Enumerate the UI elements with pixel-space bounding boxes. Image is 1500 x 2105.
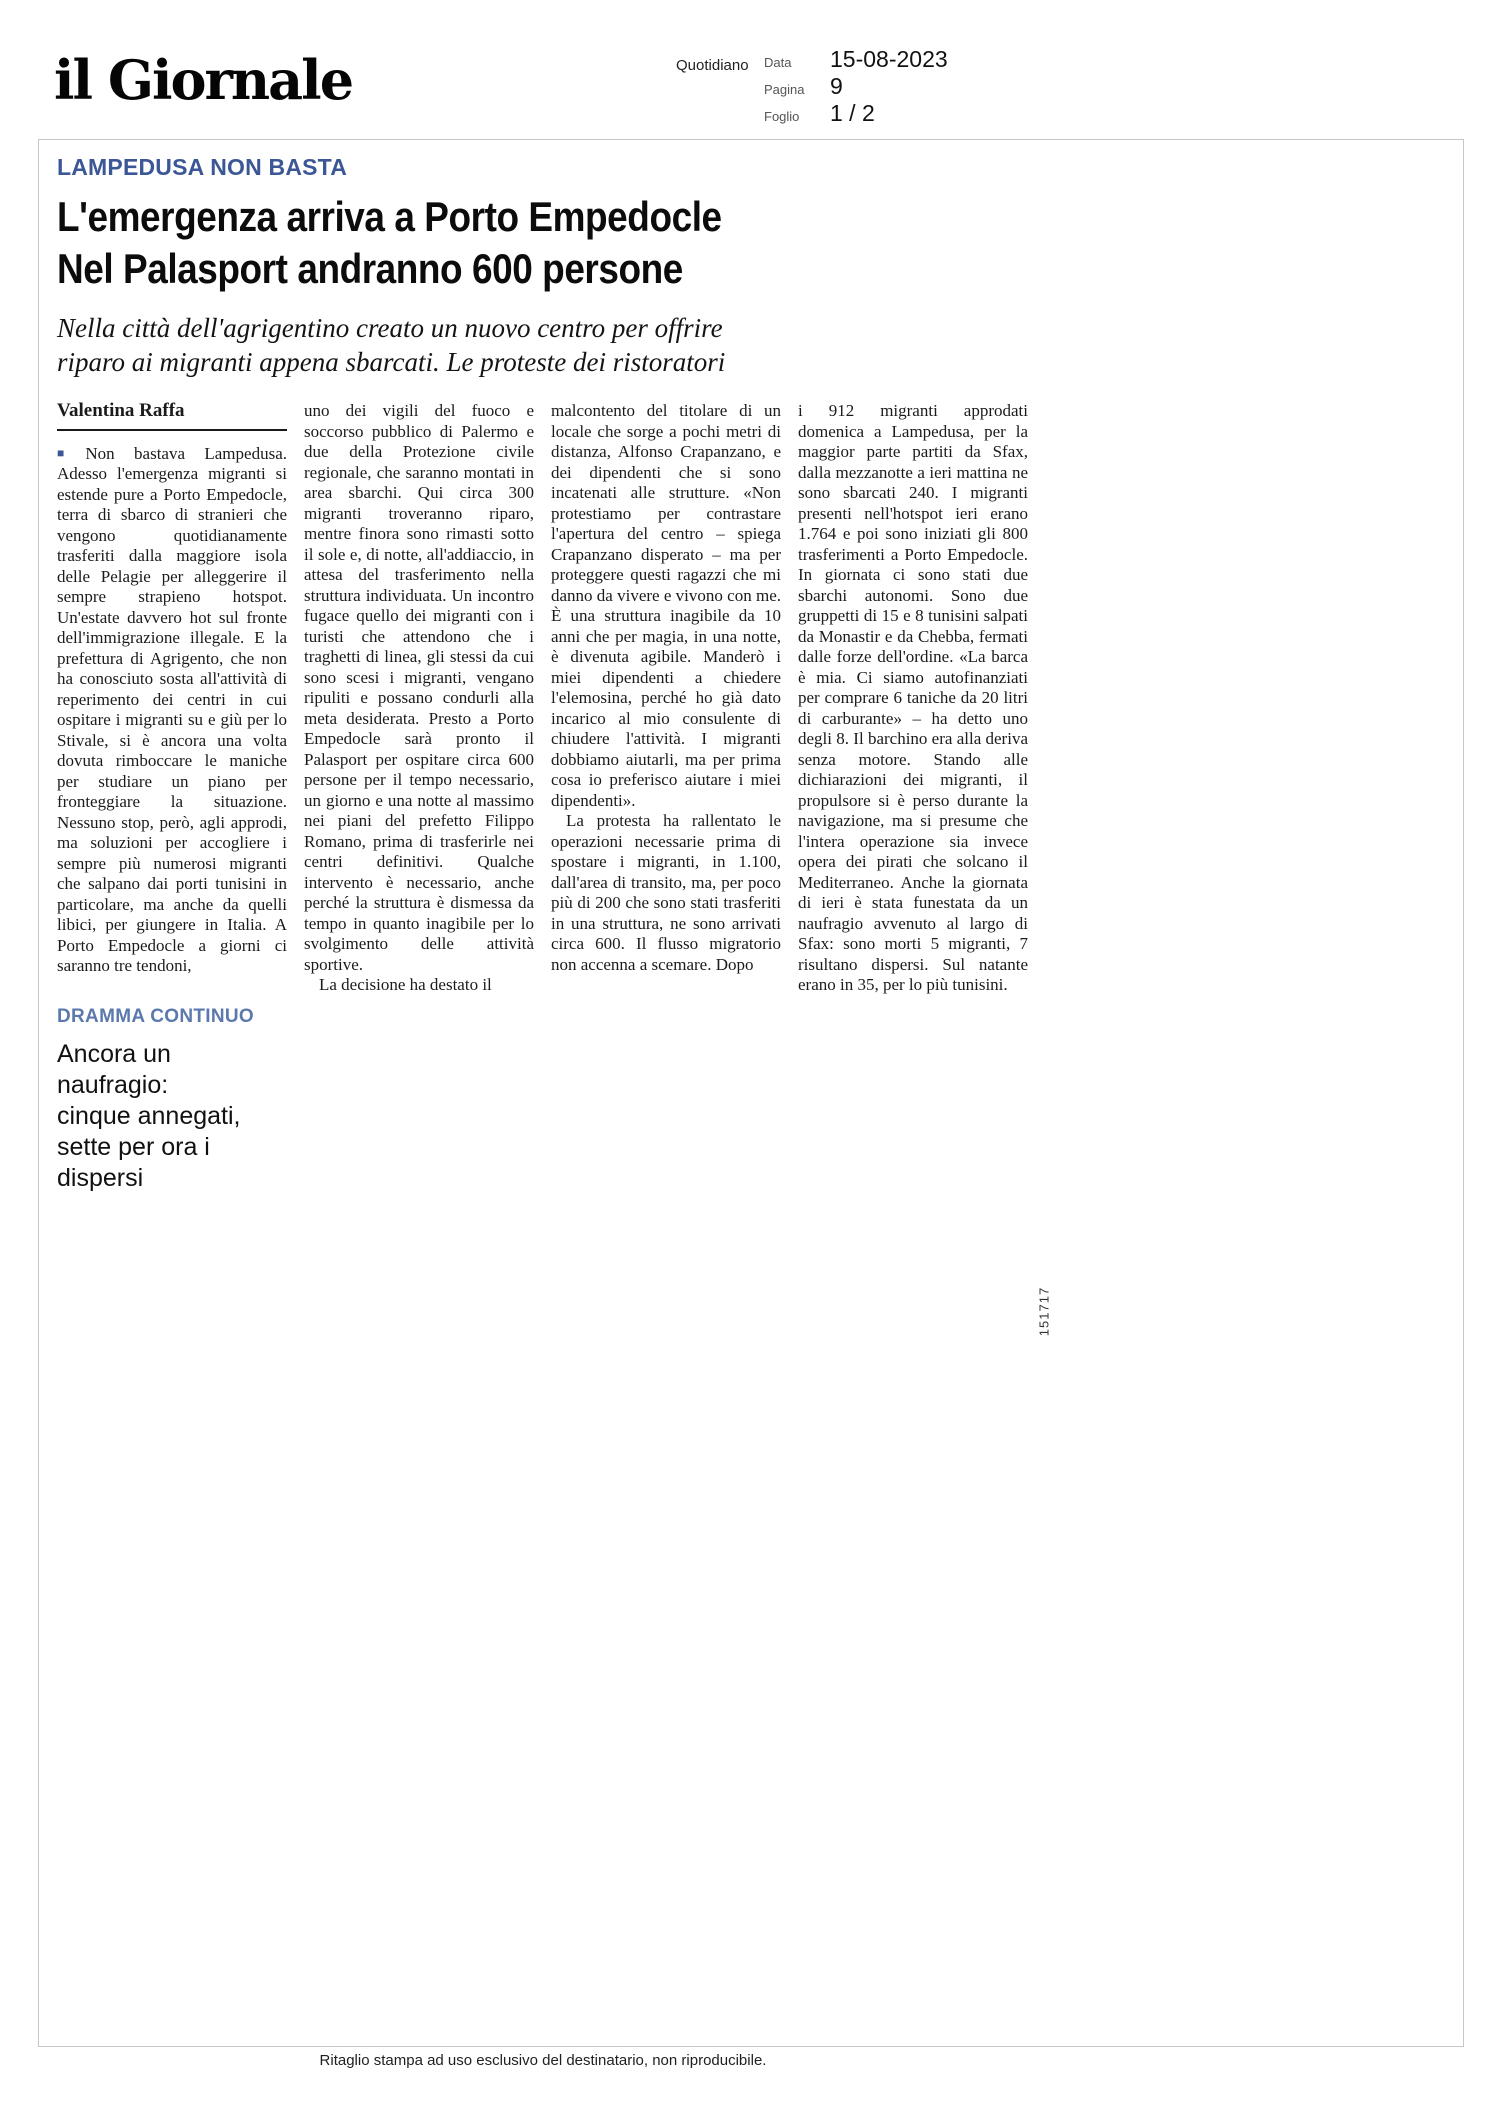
publication-meta [764,46,948,127]
secondary-headline-line-3: sette per ora i dispersi [57,1133,210,1192]
article-headline [57,191,1029,295]
meta-field-page [764,73,948,100]
masthead-logo: il Giornale [54,48,353,112]
footer-disclaimer: Ritaglio stampa ad uso esclusivo del destinatario, non riproducibile. [319,2052,767,2069]
article-paragraph: La decisione ha destato il [319,975,492,994]
secondary-kicker: DRAMMA CONTINUO [57,1005,254,1027]
meta-field-date [764,46,948,73]
headline-line-1: L'emergenza arriva a Porto Empedocle [57,193,722,240]
secondary-headline [57,1039,287,1194]
meta-sheet-value: 1 / 2 [830,100,875,126]
article-paragraph: malcontento del titolare di un locale che sorge a pochi metri di distanza, Alfonso Crapanzano, e dei dipendenti che si sono incatenati alle strutture. «Non protestiamo per contrastare l'apertura del centro – spiega Crapanzano disperato – ma per proteggere questi ragazzi che mi danno da vivere e vivono con me. È una struttura inagibile da 10 anni che per magia, in una notte, è divenuta agibile. Manderò i miei dipendenti a chiedere l'elemosina, perché ho già dato incarico al mio consulente di chiudere l'attività. I migranti dobbiamo aiutarli, ma per prima cosa io preferisco aiutare i miei dipendenti». [551,401,781,810]
secondary-article-teaser [57,1007,287,1195]
article-subhead [57,311,1029,379]
subhead-line-1: Nella città dell'agrigentino creato un nuovo centro per offrire [57,313,723,343]
secondary-headline-line-1: Ancora un naufragio: [57,1040,171,1099]
article-column-4 [798,401,1028,1194]
article-paragraph: i 912 migranti approdati domenica a Lampedusa, per la maggior parte partiti da Sfax, dalla mezzanotte a ieri mattina ne sono sbarcati 240. I migranti presenti nell'hotspot ieri erano 1.764 e poi sono iniziati gli 800 trasferimenti a Porto Empedocle. In giornata ci sono stati due sbarchi autonomi. Sono due gruppetti di 15 e 8 tunisini salpati da Monastir e da Chebba, fermati dalle forze dell'ordine. «La barca è mia. Ci siamo autofinanziati per comprare 6 taniche da 20 litri di carburante» – ha detto uno degli 8. Il barchino era alla deriva senza motore. Stando alle dichiarazioni dei migranti, il propulsore si è perso durante la navigazione, ma si presume che l'intera operazione sia invece opera dei pirati che solcano il Mediterraneo. Anche la giornata di ieri è stata funestata da un naufragio avvenuto al largo di Sfax: sono morti 5 migranti, 7 risultano dispersi. Sul natante erano in 35, per lo più tunisini. [798,401,1028,994]
article-column-2 [304,401,534,1194]
article-columns [57,401,1029,1194]
article-paragraph: uno dei vigili del fuoco e soccorso pubblico di Palermo e due della Protezione civile regionale, che saranno montati in area sbarchi. Qui circa 300 migranti troveranno riparo, mentre finora sono rimasti sotto il sole e, di notte, all'addiaccio, in attesa del trasferimento nella struttura individuata. Un incontro fugace quello dei migranti con i turisti che attendono che i traghetti di linea, gli stessi da cui sono scesi i migranti, vengano ripuliti e possano condurli alla meta desiderata. Presto a Porto Empedocle sarà pronto il Palasport per ospitare circa 600 persone per il tempo necessario, un giorno e una notte al massimo nei piani del prefetto Filippo Romano, prima di trasferirle nei centri definitivi. Qualche intervento è necessario, anche perché la struttura è dismessa da tempo in quanto inagibile per lo svolgimento delle attività sportive. [304,401,534,974]
meta-page-label: Pagina [764,82,805,97]
meta-sheet-label: Foglio [764,109,800,124]
article-column-3 [551,401,781,1194]
meta-sheet-field [764,100,948,127]
article-column-1 [57,401,287,1194]
publication-type-label: Quotidiano [676,57,749,74]
subhead-line-2: riparo ai migranti appena sbarcati. Le proteste dei ristoratori [57,347,726,377]
clipping-code: 151717 [1036,1286,1052,1337]
article-paragraph: La protesta ha rallentato le operazioni necessarie prima di spostare i migranti, in 1.100, dall'area di transito, ma, per poco più di 200 che sono stati trasferiti in una struttura, ne sono arrivati circa 600. Il flusso migratorio non accenna a scemare. Dopo [551,811,781,974]
meta-date-label: Data [764,55,792,70]
paragraph-bullet-icon: ■ [57,445,80,460]
article-kicker: LAMPEDUSA NON BASTA [57,154,348,180]
meta-page-value: 9 [830,73,843,99]
main-article [57,154,1029,1194]
meta-date-value: 15-08-2023 [830,46,948,72]
headline-line-2: Nel Palasport andranno 600 persone [57,245,683,292]
byline: Valentina Raffa [57,401,287,431]
paragraph-text: Non bastava Lampedusa. Adesso l'emergenza migranti si estende pure a Porto Empedocle, terra di sbarco di stranieri che vengono quotidianamente trasferiti dalla maggiore isola delle Pelagie per alleggerire il sempre strapieno hotspot. Un'estate davvero hot sul fronte dell'immigrazione illegale. E la prefettura di Agrigento, che non ha conosciuto sosta all'attività di reperimento dei centri in cui ospitare i migranti su e giù per lo Stivale, si è ancora una volta dovuta rimboccare le maniche per studiare un piano per fronteggiare la situazione. Nessuno stop, però, agli approdi, ma soluzioni per accogliere i sempre più numerosi migranti che salpano dai porti tunisini in particolare, ma anche da quelli libici, per giungere in Italia. A Porto Empedocle a giorni ci saranno tre tendoni, [57,443,287,975]
article-paragraph [57,443,287,977]
secondary-headline-line-2: cinque annegati, [57,1102,241,1130]
